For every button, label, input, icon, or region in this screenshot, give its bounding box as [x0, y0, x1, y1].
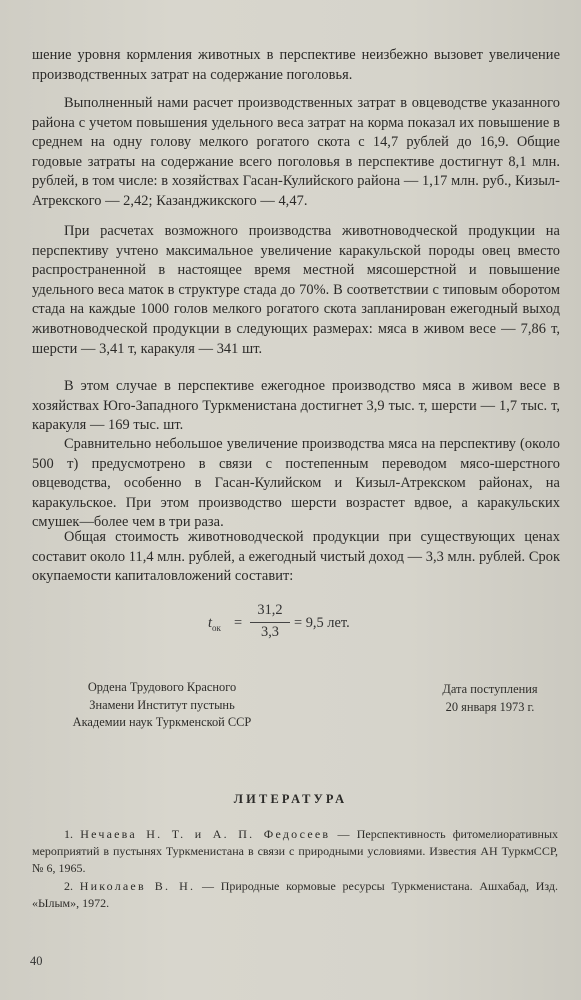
body-paragraph-4 [32, 377, 560, 436]
received-value: 20 января 1973 г. [445, 699, 535, 714]
reference-authors: Нечаева Н. Т. и А. П. Федосеев [80, 827, 331, 841]
paragraph-text: В этом случае в перспективе ежегодное производство мяса в живом весе в хозяйствах Юго-Западного Туркменистана достигнет 3,9 тыс. т, шерсти — 1,7 тыс. т, каракуля — 169 тыс. шт. [32, 378, 560, 434]
formula-equals: = [234, 615, 243, 631]
body-paragraph-1 [32, 46, 560, 85]
formula-numerator: 31,2 [257, 602, 283, 618]
page-number: 40 [30, 954, 43, 968]
affiliation-line: Академии наук Туркменской ССР [72, 715, 252, 729]
formula-denominator: 3,3 [261, 624, 279, 640]
fraction-bar [250, 622, 290, 623]
formula-result: = 9,5 лет. [294, 615, 350, 631]
reference-authors: Николаев В. Н. [79, 879, 196, 893]
body-paragraph-6 [32, 528, 560, 587]
reference-number: 2. [64, 879, 73, 893]
reference-item [32, 878, 558, 912]
body-paragraph-2 [32, 94, 560, 212]
reference-item [32, 826, 558, 876]
reference-number: 1. [64, 827, 73, 841]
reference-text: — Перспективность фитомелиоративных мероприятий в пустынях Туркменистана в связи с природными условиями. Известия АН ТуркмССР, № 6, 1965. [32, 827, 559, 875]
formula-subscript: ок [212, 622, 221, 633]
paragraph-text: Общая стоимость животноводческой продукции при существующих ценах составит около 11,4 млн. рублей, а ежегодный чистый доход — 3,3 млн. рублей. Срок окупаемости капиталовложений составит: [32, 529, 561, 585]
paragraph-text: При расчетах возможного производства животноводческой продукции на перспективу учтено максимальное увеличение каракульской породы овец вместо распространенной в настоящее время местной мясошерстной и повышение удельного веса маток в структуре стада до 70%. В соответствии с типовым оборотом стада на каждые 1000 голов мелкого рогатого скота запланирован ежегодный выход животноводческой продукции в следующих размерах: мяса в живом весе — 7,86 т, шерсти — 3,41 т, каракуля — 341 шт. [32, 223, 560, 357]
author-affiliation [32, 679, 292, 732]
reference-text: — Природные кормовые ресурсы Туркменистана. Ашхабад, Изд. «Ылым», 1972. [32, 879, 558, 910]
received-date [420, 681, 560, 716]
paragraph-text: Выполненный нами расчет производственных затрат в овцеводстве указанного района с учетом повышения удельного веса затрат на корма показал их повышение в среднем на одну голову мелкого рогатого скота с 14,7 рублей до 16,9. Общие годовые затраты на содержание всего поголовья в перспективе достигнут 8,1 млн. рублей, в том числе: в хозяйствах Гасан-Кулийского района — 1,17 млн. руб., Кизыл-Атрекского — 2,42; Казанджикского — 4,47. [32, 95, 560, 209]
body-paragraph-3 [32, 222, 560, 359]
paragraph-text: шение уровня кормления животных в перспективе неизбежно вызовет увеличение производственных затрат на содержание поголовья. [32, 47, 560, 83]
affiliation-line: Ордена Трудового Красного [87, 680, 237, 694]
formula-variable: $t_{ок}$ [208, 615, 221, 633]
payback-formula [200, 600, 400, 650]
received-label: Дата поступления [442, 682, 538, 696]
literature-heading: ЛИТЕРАТУРА [233, 792, 348, 806]
body-paragraph-5 [32, 435, 560, 533]
affiliation-line: Знамени Институт пустынь [89, 697, 235, 712]
paragraph-text: Сравнительно небольшое увеличение производства мяса на перспективу (около 500 т) предусмотрено в связи с постепенным переводом мясо-шерстного овцеводства, особенно в Гасан-Кулийском и Кизыл-Атрекском районах, на каракульское. При этом производство шерсти возрастет вдвое, а каракульских смушек—более чем в три раза. [32, 436, 560, 531]
